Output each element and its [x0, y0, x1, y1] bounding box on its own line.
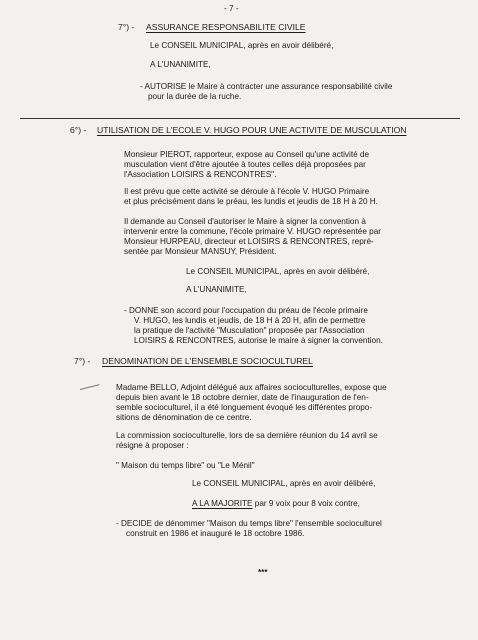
section-c-vote-count: par 9 voix pour 8 voix contre,: [252, 499, 360, 508]
section-b-para3-line: intervenir entre la commune, l'école primaire V. HUGO représentée par: [124, 227, 382, 236]
section-c-para1-line: semble socioculturel, il a été longuement évoqué les différentes propo-: [116, 403, 373, 412]
section-c-decision-line: - DECIDE de dénommer "Maison du temps libre" l'ensemble socioculturel: [116, 519, 382, 528]
section-a-decision-line: pour la durée de la ruche.: [148, 92, 242, 101]
section-c-para1-line: sitions de dénomination de ce centre.: [116, 413, 252, 422]
pen-stroke: [80, 384, 100, 390]
section-c-para2-line: résigne à proposer :: [116, 441, 189, 450]
section-b-decision-line: la pratique de l'activité "Musculation" proposée par l'Association: [134, 326, 365, 335]
section-a-vote: A L'UNANIMITE,: [150, 60, 211, 69]
section-b-council-line: Le CONSEIL MUNICIPAL, après en avoir délibéré,: [186, 267, 370, 276]
section-b-para1-line: l'Association LOISIRS & RENCONTRES".: [124, 170, 277, 179]
section-c-proposal: " Maison du temps libre" ou "Le Ménil": [116, 461, 255, 470]
section-c-para1-line: depuis bien avant le 18 octobre dernier, date de l'inauguration de l'en-: [116, 393, 369, 402]
section-b-vote: A L'UNANIMITE,: [186, 285, 247, 294]
section-a-title: ASSURANCE RESPONSABILITE CIVILE: [146, 22, 306, 32]
section-divider: [20, 118, 460, 119]
section-b-decision-line: V. HUGO, les lundis et jeudis, de 18 H à 20 H, afin de permettre: [134, 316, 366, 325]
section-b-para2-line: et plus précisément dans le préau, les lundis et jeudis de 18 H à 20 H.: [124, 197, 378, 206]
section-b-title: UTILISATION DE L'ECOLE V. HUGO POUR UNE ACTIVITE DE MUSCULATION: [97, 125, 407, 135]
section-c-para1-line: Madame BELLO, Adjoint délégué aux affaires socioculturelles, expose que: [116, 383, 387, 392]
section-b-para1-line: musculation vient d'être ajoutée à toutes celles déjà proposées par: [124, 160, 366, 169]
page-number: - 7 -: [224, 4, 239, 13]
section-b-para2-line: Il est prévu que cette activité se déroule à l'école V. HUGO Primaire: [124, 187, 370, 196]
section-b-para3-line: sentée par Monsieur MANSUY, Président.: [124, 247, 277, 256]
section-c-vote-majority: A LA MAJORITE: [192, 499, 253, 508]
section-b-decision-line: LOISIRS & RENCONTRES, autorise le maire à signer la convention.: [134, 336, 383, 345]
section-c-vote: [192, 499, 360, 509]
section-c-title: DENOMINATION DE L'ENSEMBLE SOCIOCULTUREL: [102, 356, 313, 366]
section-b-decision-line: - DONNE son accord pour l'occupation du préau de l'école primaire: [124, 306, 368, 315]
section-b-para3-line: Il demande au Conseil d'autoriser le Maire à signer la convention à: [124, 217, 366, 226]
section-b-para1-line: Monsieur PIEROT, rapporteur, expose au Conseil qu'une activité de: [124, 150, 370, 159]
section-b-para3-line: Monsieur HURPEAU, directeur et LOISIRS & RENCONTRES, repré-: [124, 237, 374, 246]
section-c-decision-line: construit en 1986 et inauguré le 18 octobre 1986.: [126, 529, 305, 538]
end-mark: ***: [258, 568, 268, 577]
section-c-number: 7°) -: [74, 356, 91, 366]
section-a-council-line: Le CONSEIL MUNICIPAL, après en avoir délibéré,: [150, 41, 334, 50]
section-a-decision-line: - AUTORISE le Maire à contracter une assurance responsabilité civile: [140, 82, 393, 91]
section-c-council-line: Le CONSEIL MUNICIPAL, après en avoir délibéré,: [192, 479, 376, 488]
section-a-number: 7°) -: [118, 22, 135, 32]
section-b-number: 6°) -: [70, 125, 87, 135]
section-c-para2-line: La commission socioculturelle, lors de sa dernière réunion du 14 avril se: [116, 431, 378, 440]
